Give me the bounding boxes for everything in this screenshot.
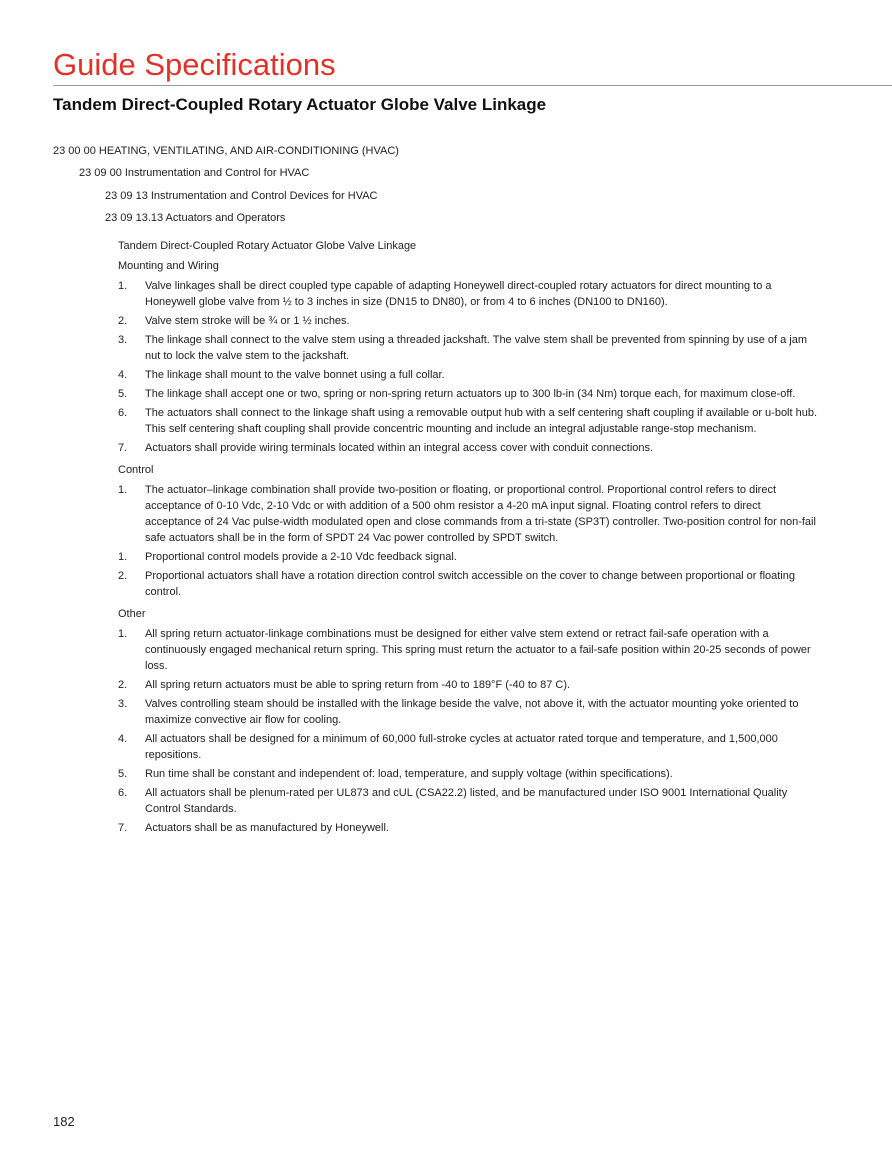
list-item-number: 1. — [118, 484, 128, 496]
list-item — [118, 367, 818, 383]
list-item-number: 2. — [118, 315, 128, 327]
list-item — [118, 677, 818, 693]
list-item-text: Valve stem stroke will be ¾ or 1 ½ inches. — [145, 315, 350, 327]
list-item-text: All actuators shall be designed for a minimum of 60,000 full-stroke cycles at actuator rated torque and temperature, and 1,500,000 repositions. — [145, 733, 778, 761]
list-item-text: All spring return actuator-linkage combinations must be designed for either valve stem extend or retract fail-safe operation with a continuously engaged mechanical return spring. This spring must return the actuator to a fail-safe position within 20-25 seconds of power loss. — [145, 628, 811, 672]
list-item-number: 2. — [118, 679, 128, 691]
page-title: Guide Specifications — [53, 47, 336, 82]
spec-section-heading: 23 09 00 Instrumentation and Control for HVAC — [79, 167, 310, 179]
page-number: 182 — [53, 1114, 75, 1129]
page-subtitle: Tandem Direct-Coupled Rotary Actuator Globe Valve Linkage — [53, 95, 547, 114]
list-item-number: 2. — [118, 570, 128, 582]
list-item-number: 6. — [118, 787, 128, 799]
list-item-text: Proportional control models provide a 2-10 Vdc feedback signal. — [145, 551, 457, 563]
other-list — [118, 626, 818, 836]
list-item-text: The linkage shall mount to the valve bonnet using a full collar. — [145, 369, 445, 381]
list-item-number: 1. — [118, 280, 128, 292]
product-title: Tandem Direct-Coupled Rotary Actuator Globe Valve Linkage — [118, 240, 417, 252]
list-item-text: Valve linkages shall be direct coupled type capable of adapting Honeywell direct-coupled rotary actuators for direct mounting to a Honeywell globe valve from ½ to 3 inches in size (DN15 to DN80), or from 4 to 6 inches (DN100 to DN160). — [145, 280, 772, 308]
list-item-number: 6. — [118, 407, 128, 419]
spec-content — [118, 238, 818, 842]
list-item — [118, 386, 818, 402]
list-item-number: 1. — [118, 628, 128, 640]
list-item-text: Actuators shall provide wiring terminals located within an integral access cover with conduit connections. — [145, 442, 654, 454]
list-item-text: Proportional actuators shall have a rotation direction control switch accessible on the cover to change between proportional or floating control. — [145, 570, 795, 598]
list-item-number: 3. — [118, 334, 128, 346]
list-item-text: The linkage shall connect to the valve stem using a threaded jackshaft. The valve stem shall be prevented from spinning by use of a jam nut to lock the valve stem to the jackshaft. — [145, 334, 807, 362]
list-item-text: Run time shall be constant and independent of: load, temperature, and supply voltage (within specifications). — [145, 768, 673, 780]
list-item-number: 7. — [118, 822, 128, 834]
list-item — [118, 313, 818, 329]
title-divider — [53, 85, 892, 86]
list-item — [118, 278, 818, 310]
list-item — [118, 731, 818, 763]
section-heading-other: Other — [118, 608, 146, 620]
list-item — [118, 405, 818, 437]
mounting-wiring-list — [118, 278, 818, 456]
list-item-text: The actuators shall connect to the linkage shaft using a removable output hub with a self centering shaft coupling if available or u-bolt hub. This self centering shaft coupling shall provide concentric mounting and include an integral adjustable range-stop mechanism. — [145, 407, 818, 435]
list-item-number: 5. — [118, 768, 128, 780]
list-item-text: Actuators shall be as manufactured by Honeywell. — [145, 822, 389, 834]
spec-subsection-heading: 23 09 13 Instrumentation and Control Devices for HVAC — [105, 190, 378, 202]
list-item — [118, 482, 818, 546]
control-list — [118, 482, 818, 600]
spec-subsubsection-heading: 23 09 13.13 Actuators and Operators — [105, 212, 286, 224]
list-item — [118, 440, 818, 456]
section-heading-control: Control — [118, 464, 154, 476]
list-item-number: 5. — [118, 388, 128, 400]
list-item — [118, 626, 818, 674]
list-item — [118, 332, 818, 364]
list-item-text: All spring return actuators must be able to spring return from -40 to 189°F (-40 to 87 C). — [145, 679, 571, 691]
list-item-text: Valves controlling steam should be installed with the linkage beside the valve, not above it, with the actuator mounting yoke oriented to maximize convective air flow for cooling. — [145, 698, 799, 726]
list-item-number: 4. — [118, 733, 128, 745]
list-item — [118, 820, 818, 836]
list-item-text: The linkage shall accept one or two, spring or non-spring return actuators up to 300 lb-in (34 Nm) torque each, for maximum close-off. — [145, 388, 796, 400]
list-item-number: 4. — [118, 369, 128, 381]
list-item-number: 3. — [118, 698, 128, 710]
list-item-number: 7. — [118, 442, 128, 454]
list-item-text: The actuator–linkage combination shall provide two-position or floating, or proportional control. Proportional control refers to direct acceptance of 0-10 Vdc, 2-10 Vdc or with addition of a 500 ohm resistor a 4-20 mA input signal. Floating control refers to direct acceptance of 24 Vac pulse-width modulated open and close commands from a tri-state (SP3T) controller. Two-position control for non-fail safe actuators shall be in the form of SPDT 24 Vac power controlled by SPDT switch. — [145, 484, 816, 544]
list-item — [118, 785, 818, 817]
section-heading-mounting-wiring: Mounting and Wiring — [118, 260, 219, 272]
list-item — [118, 549, 818, 565]
list-item-number: 1. — [118, 551, 128, 563]
list-item — [118, 696, 818, 728]
list-item — [118, 766, 818, 782]
list-item-text: All actuators shall be plenum-rated per UL873 and cUL (CSA22.2) listed, and be manufactured under ISO 9001 International Quality Control Standards. — [145, 787, 788, 815]
spec-division-heading: 23 00 00 HEATING, VENTILATING, AND AIR-CONDITIONING (HVAC) — [53, 145, 399, 157]
list-item — [118, 568, 818, 600]
